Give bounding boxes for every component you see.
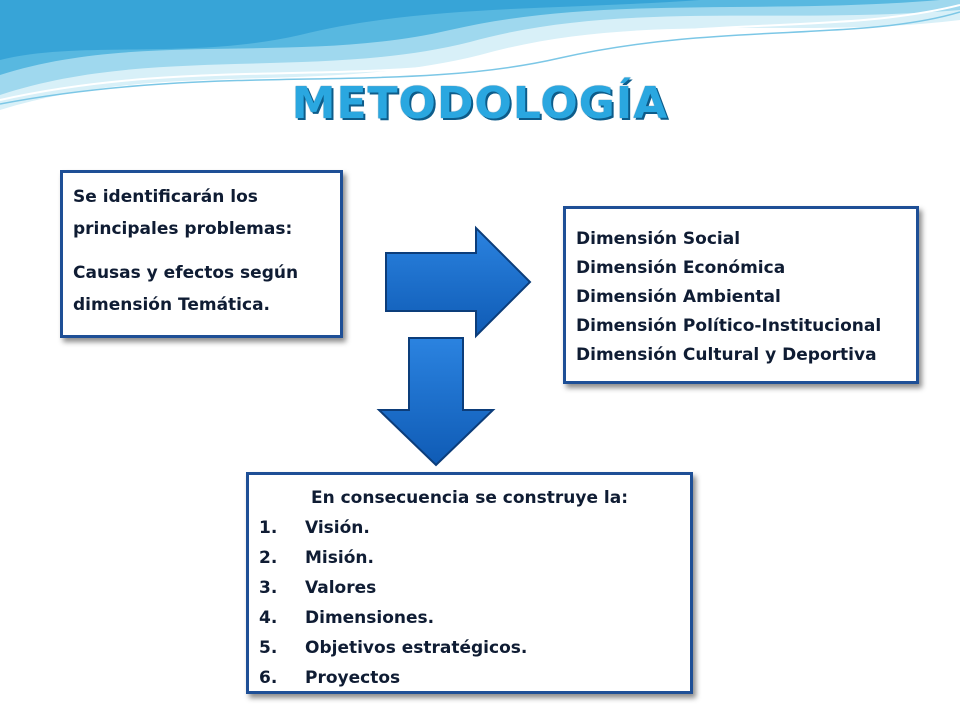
down-arrow-icon [379,338,493,465]
list-item-label: Visión. [305,518,370,538]
list-item-number: 3. [259,578,278,598]
list-item [259,513,680,543]
outcomes-intro: En consecuencia se construye la: [310,488,629,508]
list-item-number: 6. [259,668,278,688]
outcomes-list [259,513,680,693]
list-item [259,663,680,693]
dimension-item: Dimensión Cultural y Deportiva [576,345,877,365]
outcomes-box [246,472,693,694]
list-item [259,633,680,663]
list-item-label: Proyectos [305,668,401,688]
problems-line-2: principales problemas: [73,219,293,239]
slide-title: METODOLOGÍA [291,78,669,129]
dimension-item: Dimensión Económica [576,258,786,278]
list-item-label: Objetivos estratégicos. [305,638,528,658]
list-item-number: 4. [259,608,278,628]
problems-line-4: dimensión Temática. [73,295,271,315]
dimension-item: Dimensión Político-Institucional [576,316,882,336]
list-item-number: 2. [259,548,278,568]
list-item [259,573,680,603]
list-item-label: Valores [305,578,377,598]
list-item-number: 1. [259,518,278,538]
problems-box [60,170,343,338]
list-item [259,603,680,633]
right-arrow-icon [386,228,530,336]
problems-line-3: Causas y efectos según [73,263,299,283]
list-item [259,543,680,573]
list-item-number: 5. [259,638,278,658]
list-item-label: Misión. [305,548,374,568]
list-item-label: Dimensiones. [305,608,435,628]
dimension-item: Dimensión Ambiental [576,287,781,307]
problems-line-1: Se identificarán los [73,187,258,207]
dimensions-box [563,206,919,384]
dimension-item: Dimensión Social [576,229,741,249]
